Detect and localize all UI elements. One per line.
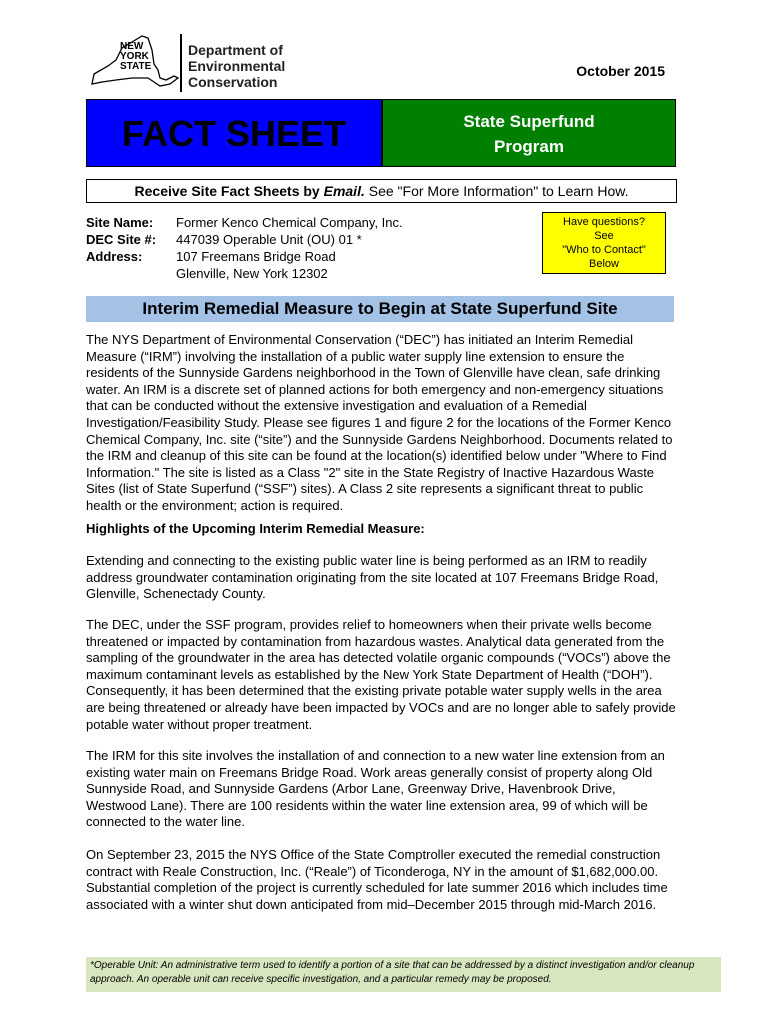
section-heading: Interim Remedial Measure to Begin at State Superfund Site xyxy=(86,296,674,322)
fact-sheet-banner xyxy=(86,99,382,167)
logo-dept-line2: Environmental xyxy=(188,58,286,74)
email-notice xyxy=(86,179,677,203)
publication-date: October 2015 xyxy=(576,63,665,79)
relief-paragraph: The DEC, under the SSF program, provides relief to homeowners when their private wells become threatened or impacted by contamination from hazardous wastes. Analytical data generated from the sampling of the groundwater in the area has detected volatile organic compounds (“VOCs”) above the maximum contaminant levels as established by the New York State Department of Health (“DOH”). Consequently, it has been determined that the existing private potable water supply wells in the area are being threatened or already have been impacted by VOCs and are no longer able to safely provide potable water without proper treatment. xyxy=(86,617,676,732)
installation-paragraph: The IRM for this site involves the installation of and connection to a new water line extension from an existing water main on Freemans Bridge Road. Work areas generally consist of property along Old Sunnyside Road, and Sunnyside Gardens (Arbor Lane, Greenway Drive, Havenbrook Drive, Westwood Lane). There are 100 residents within the water line extension area, 99 of which will be connected to the water line. xyxy=(86,748,665,830)
address-line1: 107 Freemans Bridge Road xyxy=(176,249,336,264)
questions-line3: "Who to Contact" xyxy=(562,244,646,256)
questions-line4: Below xyxy=(589,258,619,270)
dec-site-label: DEC Site #: xyxy=(86,232,157,247)
logo-state-new: NEW xyxy=(120,41,144,52)
intro-paragraph: The NYS Department of Environmental Conservation (“DEC”) has initiated an Interim Remedial Measure (“IRM”) involving the installation of a public water supply line extension to ensure the residents of the Sunnyside Gardens neighborhood in the Town of Glenville have clean, safe drinking water. An IRM is a discrete set of planned actions for both emergency and non-emergency situations that can be conducted without the extensive investigation and evaluation of a Remedial Investigation/Feasibility Study. Please see figures 1 and figure 2 for the locations of the Former Kenco Chemical Company, Inc. site (“site”) and the Sunnyside Gardens Neighborhood. Documents related to the IRM and cleanup of this site can be found at the location(s) identified below under "Where to Find Information." The site is listed as a Class "2" site in the State Registry of Inactive Hazardous Waste Sites (list of State Superfund (“SSF”) sites). A Class 2 site represents a significant threat to public health or the environment; action is required. xyxy=(86,332,673,513)
questions-line2: See xyxy=(594,230,614,242)
logo-dept-line3: Conservation xyxy=(188,74,278,90)
questions-box xyxy=(542,212,666,274)
site-name-label: Site Name: xyxy=(86,215,154,230)
program-banner xyxy=(382,99,676,167)
site-name-value: Former Kenco Chemical Company, Inc. xyxy=(176,215,403,230)
contract-paragraph: On September 23, 2015 the NYS Office of the State Comptroller executed the remedial construction contract with Reale Construction, Inc. (“Reale”) of Ticonderoga, NY in the amount of $1,682,000.00. Substantial completion of the project is currently scheduled for late summer 2016 which includes time associated with a winter shut down anticipated from mid–December 2015 through mid-March 2016. xyxy=(86,847,668,912)
logo-divider xyxy=(180,34,182,92)
fact-sheet-title: FACT SHEET xyxy=(121,113,346,154)
highlights-title: Highlights of the Upcoming Interim Remedial Measure: xyxy=(86,521,425,536)
dec-site-value: 447039 Operable Unit (OU) 01 * xyxy=(176,232,362,247)
address-label: Address: xyxy=(86,249,143,264)
email-notice-rest: See "For More Information" to Learn How. xyxy=(364,183,629,199)
questions-line1: Have questions? xyxy=(563,216,645,228)
logo-dept-line1: Department of xyxy=(188,42,283,58)
address-line2: Glenville, New York 12302 xyxy=(176,266,328,281)
logo-state-state: STATE xyxy=(120,61,152,72)
logo-state-york: YORK xyxy=(120,51,149,62)
program-line1: State Superfund xyxy=(463,112,595,131)
operable-unit-footnote: *Operable Unit: An administrative term used to identify a portion of a site that can be addressed by a distinct investigation and/or cleanup approach. An operable unit can receive specific investigation, and a particular remedy may be proposed. xyxy=(86,957,721,992)
program-line2: Program xyxy=(494,137,564,156)
extending-paragraph: Extending and connecting to the existing public water line is being performed as an IRM to readily address groundwater contamination originating from the site located at 107 Freemans Bridge Road, Glenville, Schenectady County. xyxy=(86,553,659,602)
email-notice-email: Email. xyxy=(323,183,365,199)
email-notice-bold: Receive Site Fact Sheets by xyxy=(134,183,324,199)
